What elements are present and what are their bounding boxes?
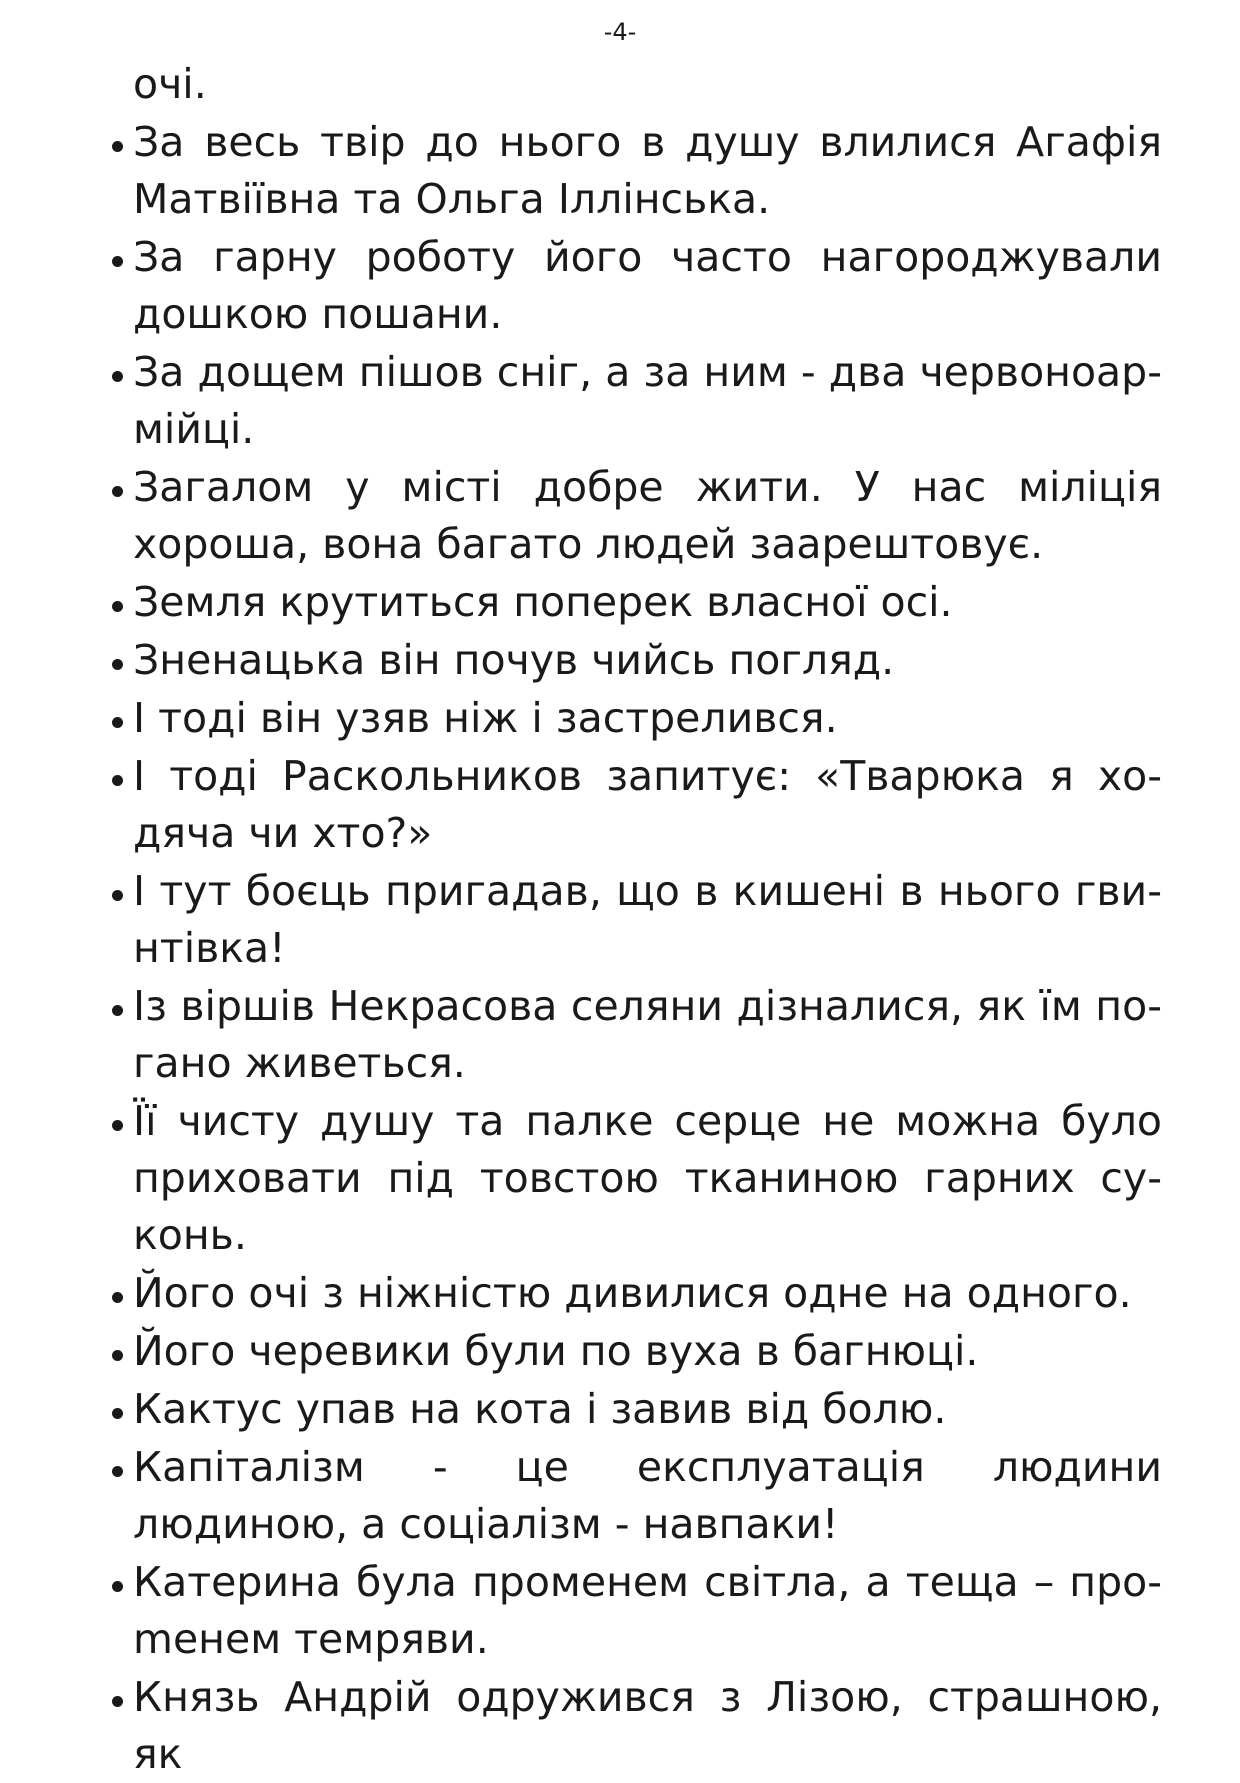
- bullet-icon: [112, 141, 123, 152]
- bullet-icon: [112, 256, 123, 267]
- list-item: [112, 978, 1162, 1092]
- list-item: [112, 1323, 1162, 1380]
- list-item: [112, 114, 1162, 228]
- page-number: -4-: [603, 18, 637, 46]
- list-item-text: І тоді він узяв ніж і застрелився.: [133, 694, 838, 742]
- list-item: [112, 1093, 1162, 1264]
- bullet-icon: [112, 1292, 123, 1303]
- list-item-text: Загалом у місті добре жити. У нас міліція хороша, вона багато людей заарештовує.: [133, 463, 1162, 568]
- list-item-text: Його очі з ніжністю дивилися одне на одного.: [133, 1269, 1132, 1317]
- list-item-text: Катерина була променем світла, а теща – проmенем темряви.: [133, 1558, 1162, 1663]
- page-content: [112, 56, 1162, 1783]
- bullet-icon: [112, 371, 123, 382]
- list-item-text: І тут боєць пригадав, що в кишені в нього гвинтівка!: [133, 867, 1162, 972]
- bullet-icon: [112, 486, 123, 497]
- list-item: [112, 1265, 1162, 1322]
- bullet-list: [112, 114, 1162, 1783]
- list-item-text: Його черевики були по вуха в багнюці.: [133, 1327, 979, 1375]
- bullet-icon: [112, 890, 123, 901]
- bullet-icon: [112, 1408, 123, 1419]
- bullet-icon: [112, 659, 123, 670]
- bullet-icon: [112, 1120, 123, 1131]
- bullet-icon: [112, 1350, 123, 1361]
- list-item-text: Князь Андрій одружився з Лізою, страшною, як: [133, 1673, 1162, 1778]
- bullet-icon: [112, 1696, 123, 1707]
- list-item-text: І тоді Раскольников запитує: «Тварюка я ходяча чи хто?»: [133, 752, 1162, 857]
- bullet-icon: [112, 1466, 123, 1477]
- list-item: [112, 748, 1162, 862]
- list-item: [112, 459, 1162, 573]
- list-item-text: Капіталізм - це експлуатація людини людиною, а соціалізм - навпаки!: [133, 1443, 1162, 1548]
- bullet-icon: [112, 775, 123, 786]
- list-item-text: За дощем пішов сніг, а за ним - два червоноармійці.: [133, 348, 1162, 453]
- list-item: [112, 1439, 1162, 1553]
- list-item-text: Кактус упав на кота і завив від болю.: [133, 1385, 947, 1433]
- list-item: [112, 690, 1162, 747]
- list-item: [112, 632, 1162, 689]
- list-item-text: За гарну роботу його часто нагороджували дошкою пошани.: [133, 233, 1162, 338]
- list-item: [112, 344, 1162, 458]
- list-item-text: Її чисту душу та палке серце не можна було приховати під товстою тканиною гарних суконь.: [133, 1097, 1162, 1259]
- bullet-icon: [112, 717, 123, 728]
- list-item-text: Земля крутиться поперек власної осі.: [133, 578, 953, 626]
- list-item: [112, 1554, 1162, 1668]
- list-item: [112, 1381, 1162, 1438]
- list-item-text: За весь твір до нього в душу влилися Агафія Матвіївна та Ольга Іллінська.: [133, 118, 1162, 223]
- list-item-text: Із віршів Некрасова селяни дізналися, як їм погано живеться.: [133, 982, 1162, 1087]
- bullet-icon: [112, 1581, 123, 1592]
- bullet-icon: [112, 1005, 123, 1016]
- continued-paragraph: очі.: [133, 60, 207, 108]
- list-item: [112, 1669, 1162, 1783]
- list-item: [112, 229, 1162, 343]
- list-item-text: Зненацька він почув чийсь погляд.: [133, 636, 895, 684]
- list-item: [112, 863, 1162, 977]
- list-item: [112, 574, 1162, 631]
- bullet-icon: [112, 601, 123, 612]
